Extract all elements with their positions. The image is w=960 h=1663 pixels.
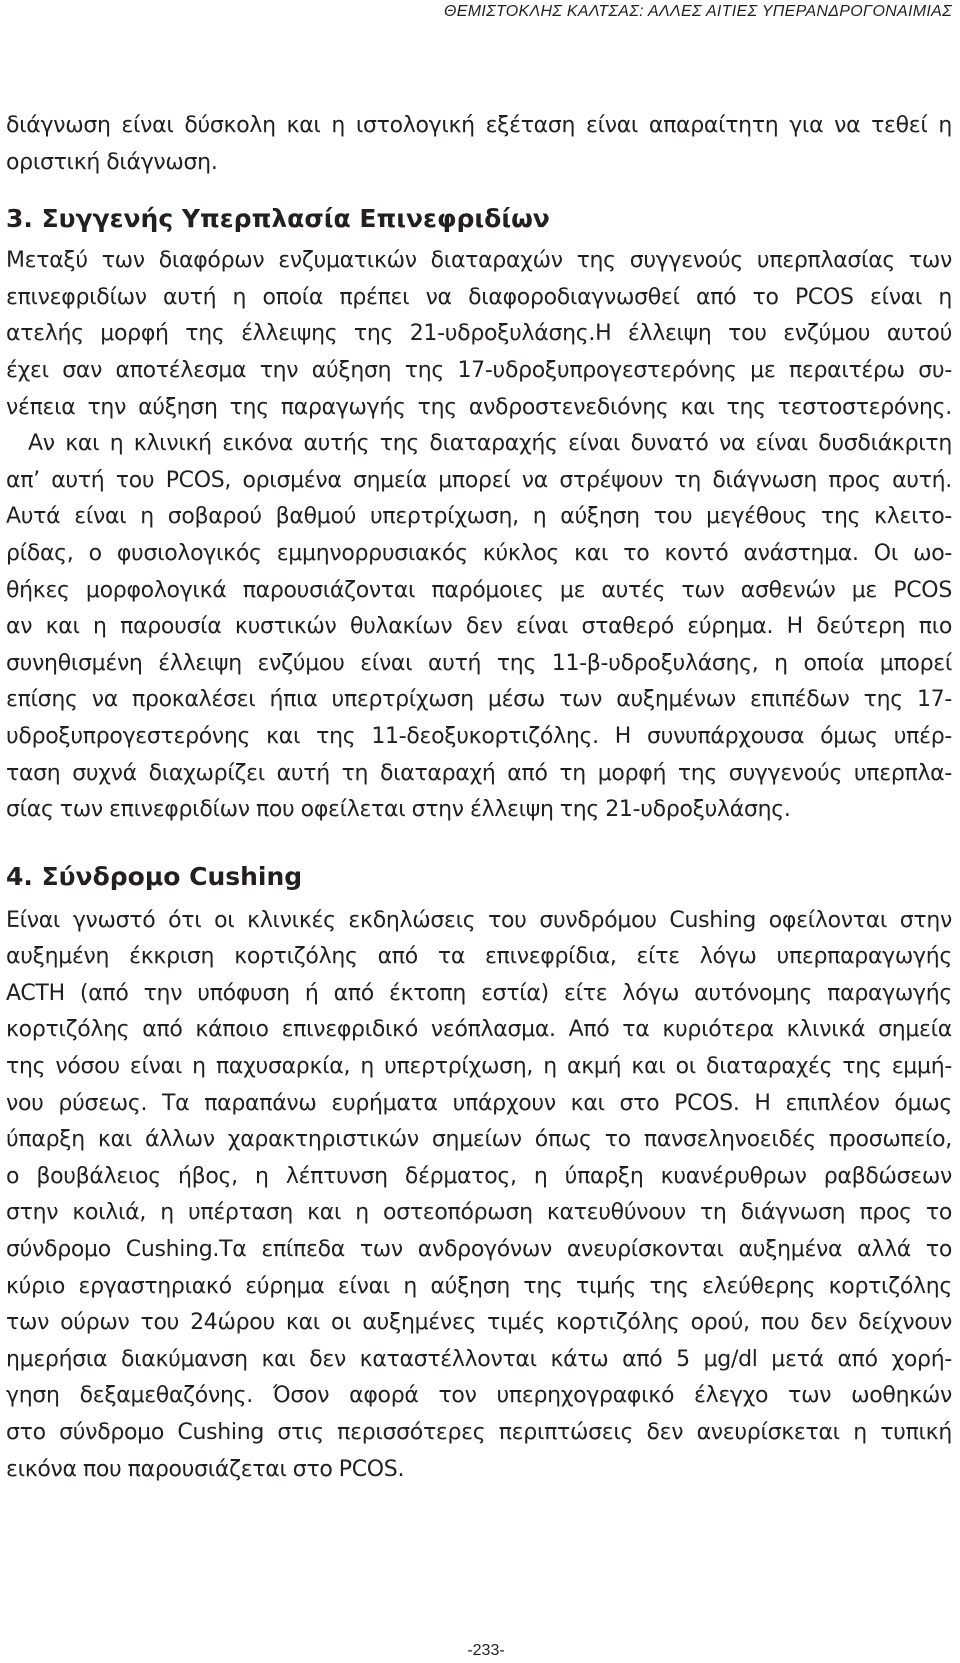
text-line: της νόσου είναι η παχυσαρκία, η υπερτρίχωση, η ακμή και οι διαταραχές της εμμή- (6, 1054, 952, 1080)
text-line: υδροξυπρογεστερόνης και της 11-δεοξυκορτιζόλης. Η συνυπάρχουσα όμως υπέρ- (6, 723, 952, 749)
text-line: ημερήσια διακύμανση και δεν καταστέλλονται κάτω από 5 μg/dl μετά από χορή- (6, 1346, 952, 1372)
text-line: θήκες μορφολογικά παρουσιάζονται παρόμοιες με αυτές των ασθενών με PCOS (6, 577, 952, 603)
text-line: οριστική διάγνωση. (6, 149, 218, 175)
section-heading-4: 4. Σύνδρομο Cushing (6, 861, 303, 891)
text-line: επινεφριδίων αυτή η οποία πρέπει να διαφοροδιαγνωσθεί από το PCOS είναι η (6, 284, 952, 310)
text-line: κορτιζόλης από κάποιο επινεφριδικό νεόπλασμα. Από τα κυριότερα κλινικά σημεία (6, 1017, 952, 1043)
text-line: απ’ αυτή του PCOS, ορισμένα σημεία μπορεί να στρέψουν τη διάγνωση προς αυτή. (6, 467, 952, 493)
text-line: νου ρύσεως. Τα παραπάνω ευρήματα υπάρχουν και στο PCOS. Η επιπλέον όμως (6, 1090, 952, 1116)
text-line: έχει σαν αποτέλεσμα την αύξηση της 17-υδροξυπρογεστερόνης με περαιτέρω συ- (6, 357, 952, 383)
text-line: συνηθισμένη έλλειψη ενζύμου είναι αυτή της 11-β-υδροξυλάσης, η οποία μπορεί (6, 650, 952, 676)
text-line: Μεταξύ των διαφόρων ενζυματικών διαταραχών της συγγενούς υπερπλασίας των (6, 248, 952, 274)
text-line: κύριο εργαστηριακό εύρημα είναι η αύξηση της τιμής της ελεύθερης κορτιζόλης (6, 1273, 952, 1299)
text-line: νέπεια την αύξηση της παραγωγής της ανδροστενεδιόνης και της τεστοστερόνης. (6, 394, 952, 420)
running-header: ΘΕΜΙΣΤΟΚΛΗΣ ΚΑΛΤΣΑΣ: ΑΛΛΕΣ ΑΙΤΙΕΣ ΥΠΕΡΑΝΔΡΟΓΟΝΑΙΜΙΑΣ (443, 3, 952, 20)
text-line: Αν και η κλινική εικόνα αυτής της διαταραχής είναι δυνατό να είναι δυσδιάκριτη (28, 431, 952, 457)
page-number: -233- (467, 1642, 505, 1659)
page-content (6, 108, 952, 1488)
text-line: εικόνα που παρουσιάζεται στο PCOS. (6, 1456, 405, 1482)
text-line: ρίδας, ο φυσιολογικός εμμηνορρυσιακός κύκλος και το κοντό ανάστημα. Οι ωο- (6, 540, 952, 566)
text-line: Είναι γνωστό ότι οι κλινικές εκδηλώσεις του συνδρόμου Cushing οφείλονται στην (6, 907, 952, 933)
text-line: επίσης να προκαλέσει ήπια υπερτρίχωση μέσω των αυξημένων επιπέδων της 17- (6, 687, 952, 713)
text-line: ο βουβάλειος ήβος, η λέπτυνση δέρματος, η ύπαρξη κυανέρυθρων ραβδώσεων (6, 1163, 952, 1189)
text-line: σίας των επινεφριδίων που οφείλεται στην έλλειψη της 21-υδροξυλάσης. (6, 797, 791, 823)
text-line: των ούρων του 24ώρου και οι αυξημένες τιμές κορτιζόλης ορού, που δεν δείχνουν (6, 1310, 952, 1336)
section-heading-3: 3. Συγγενής Υπερπλασία Επινεφριδίων (6, 204, 550, 234)
text-line: ACTH (από την υπόφυση ή από έκτοπη εστία) είτε λόγω αυτόνομης παραγωγής (6, 980, 952, 1006)
text-line: γηση δεξαμεθαζόνης. Όσον αφορά τον υπερηχογραφικό έλεγχο των ωοθηκών (6, 1383, 952, 1409)
text-line: ύπαρξη και άλλων χαρακτηριστικών σημείων όπως το πανσεληνοειδές προσωπείο, (6, 1127, 952, 1153)
intro-paragraph (6, 108, 952, 181)
text-line: στην κοιλιά, η υπέρταση και η οστεοπόρωση κατευθύνουν τη διάγνωση προς το (6, 1200, 952, 1226)
section-4-body (6, 903, 952, 1489)
text-line: στο σύνδρομο Cushing στις περισσότερες περιπτώσεις δεν ανευρίσκεται η τυπική (6, 1420, 952, 1445)
text-line: ταση συχνά διαχωρίζει αυτή τη διαταραχή από τη μορφή της συγγενούς υπερπλα- (6, 760, 952, 786)
text-line: διάγνωση είναι δύσκολη και η ιστολογική εξέταση είναι απαραίτητη για να τεθεί η (6, 113, 952, 138)
text-line: αν και η παρουσία κυστικών θυλακίων δεν είναι σταθερό εύρημα. Η δεύτερη πιο (6, 614, 952, 640)
text-line: σύνδρομο Cushing.Τα επίπεδα των ανδρογόνων ανευρίσκονται αυξημένα αλλά το (6, 1237, 952, 1263)
text-line: ατελής μορφή της έλλειψης της 21-υδροξυλάσης.Η έλλειψη του ενζύμου αυτού (6, 321, 952, 347)
text-line: Αυτά είναι η σοβαρού βαθμού υπερτρίχωση, η αύξηση του μεγέθους της κλειτο- (6, 504, 952, 530)
text-line: αυξημένη έκκριση κορτιζόλης από τα επινεφρίδια, είτε λόγω υπερπαραγωγής (6, 944, 952, 970)
section-3-body (6, 243, 952, 829)
